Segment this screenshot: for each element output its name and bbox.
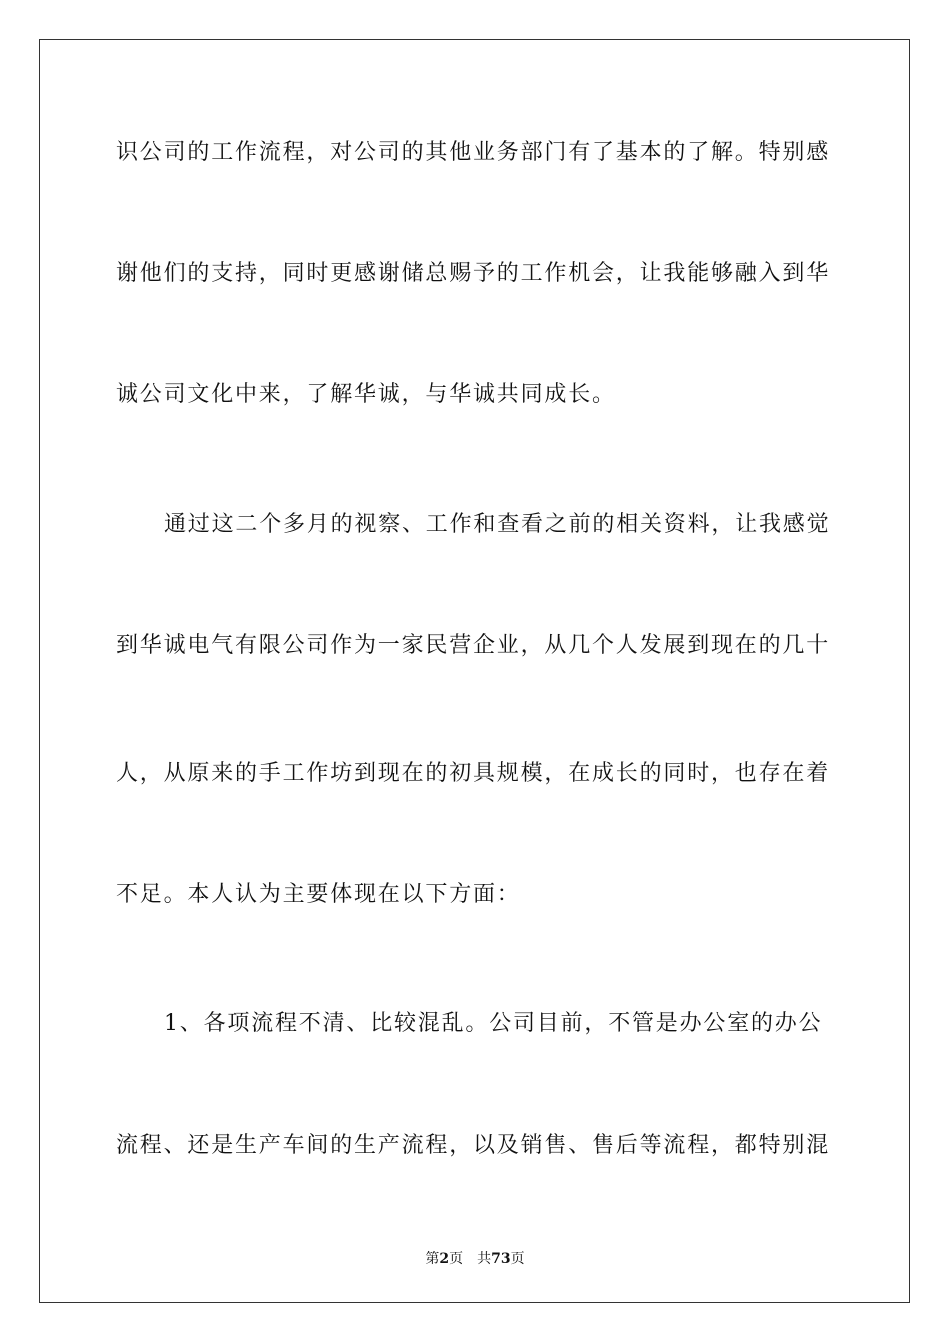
total-prefix: 共 [477, 1251, 492, 1267]
body-text-line: 诚公司文化中来，了解华诚，与华诚共同成长。 [116, 382, 616, 407]
body-text-line: 识公司的工作流程，对公司的其他业务部门有了基本的了解。特别感 [116, 140, 831, 165]
page-number: 2 [439, 1251, 450, 1267]
body-text-line: 人，从原来的手工作坊到现在的初具规模，在成长的同时，也存在着 [116, 761, 831, 786]
page-footer [0, 1248, 950, 1268]
body-text-line: 谢他们的支持，同时更感谢储总赐予的工作机会，让我能够融入到华 [116, 261, 831, 286]
body-text-line: 到华诚电气有限公司作为一家民营企业，从几个人发展到现在的几十 [116, 633, 831, 658]
page-suffix: 页 [449, 1251, 464, 1267]
body-text-line: 1、各项流程不清、比较混乱。公司目前，不管是办公室的办公 [164, 1011, 823, 1036]
total-pages: 73 [491, 1251, 511, 1267]
page-prefix: 第 [425, 1251, 440, 1267]
body-text-line: 流程、还是生产车间的生产流程，以及销售、售后等流程，都特别混 [116, 1133, 831, 1158]
total-suffix: 页 [510, 1251, 525, 1267]
body-text-line: 通过这二个多月的视察、工作和查看之前的相关资料，让我感觉 [164, 512, 831, 537]
page-border [39, 39, 910, 1303]
body-text-line: 不足。本人认为主要体现在以下方面： [116, 882, 521, 907]
